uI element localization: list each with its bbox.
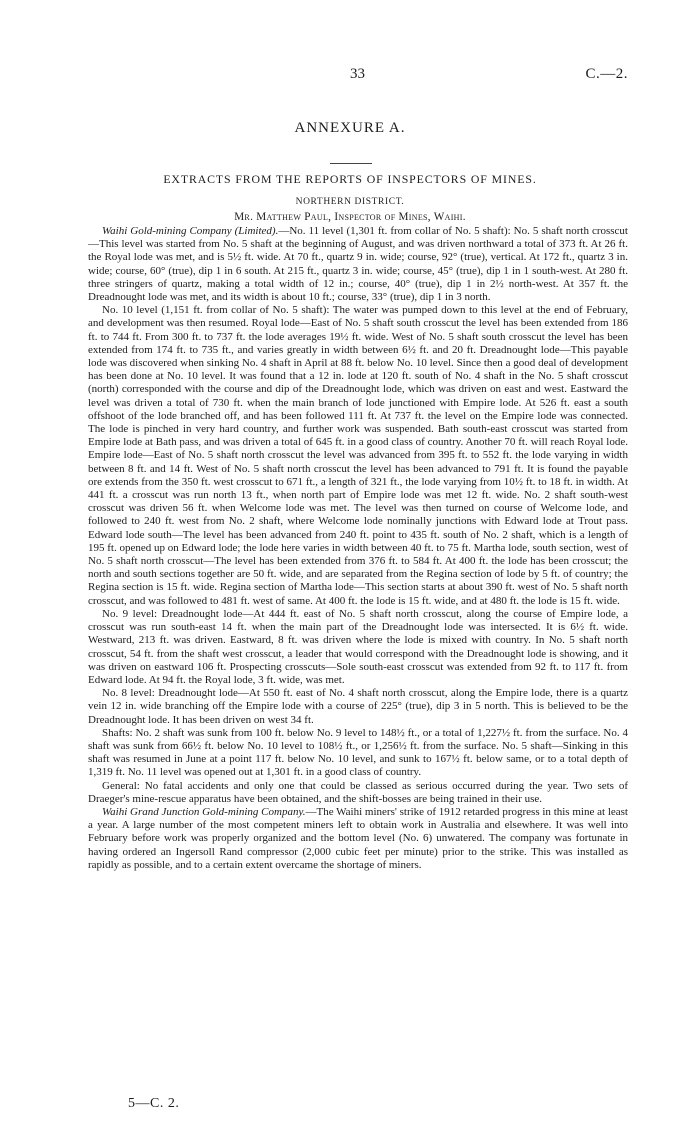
company-name: Waihi Gold-mining Company (Limited). xyxy=(102,225,279,237)
title-divider xyxy=(330,163,372,164)
inspector-byline: Mr. Matthew Paul, Inspector of Mines, Waihi. xyxy=(234,211,466,223)
extracts-heading: EXTRACTS FROM THE REPORTS OF INSPECTORS OF MINES. xyxy=(163,172,537,186)
paragraph-shafts xyxy=(88,727,628,780)
paragraph-text: —No. 11 level (1,301 ft. from collar of No. 5 shaft): No. 5 shaft north crosscut—This level was started from No. 5 shaft at the beginning of August, and was driven northward a total of 373 ft. At 26 ft. the Royal lode was met, and is 5½ ft. wide. At 70 ft., quartz 9 in. wide; course, 92° (true), vertical. At 172 ft., quartz 3 in. wide; course, 60° (true), dip 1 in 6 south. At 215 ft., quartz 3 in. wide; course, 45° (true), dip 1 in 1 south-west. At 280 ft. three stringers of quartz, making a total width of 12 in.; course, 40° (true), dip 1 in 2½ north-west. At 357 ft. the Dreadnought lode was met, and its width is about 10 ft.; course, 33° (true), dip 1 in 3 north. xyxy=(88,225,628,304)
page-header xyxy=(88,66,628,86)
district-heading: NORTHERN DISTRICT. xyxy=(295,197,405,207)
document-reference: C.—2. xyxy=(585,66,628,82)
paragraph-waihi-gold-mining xyxy=(88,225,628,304)
report-body xyxy=(88,225,628,872)
signature-code: 5—C. 2. xyxy=(128,1096,180,1111)
paragraph-no10-level xyxy=(88,304,628,608)
paragraph-text: No. 10 level (1,151 ft. from collar of No. 5 shaft): The water was pumped down to this level at the end of February, and development was then resumed. Royal lode—East of No. 5 shaft south crosscut the level has been extended from 186 ft. to 744 ft. From 300 ft. to 737 ft. the lode averages 19½ ft. wide. West of No. 5 shaft south crosscut the level has been extended from 174 ft. to 735 ft., and varies greatly in width between 6½ ft. and 20 ft. Dreadnought lode—This payable lode was discovered when sinking No. 4 shaft in April at 88 ft. below No. 10 level. Since then a good deal of development has been done at No. 10 level. It was found that a 12 in. lode at 120 ft. south of No. 4 shaft in the No. 5 shaft crosscut (north) corresponded with the course and dip of the Dreadnought lode, which was driven on east and west. Eastward the level was driven a total of 730 ft. when the main branch of lode junctioned with Empire lode. At 526 ft. east a south offshoot of the lode branched off, and has been followed 111 ft. At 737 ft. the level on the Empire lode was connected. The lode is pinched in very hard country, and further work was suspended. Bath south-east crosscut was started from Empire lode at Bath pass, and was driven a total of 645 ft. in a good class of country. Another 70 ft. will reach Royal lode. Empire lode—East of No. 5 shaft north crosscut the level was advanced from 395 ft. to 552 ft. the lode varying in width between 8 ft. and 14 ft. West of No. 5 shaft north crosscut the level has been advanced to 791 ft. It is found the payable ore extends from the 350 ft. west crosscut to 671 ft., a length of 321 ft., the lode varying from 10½ ft. to 18 ft. in width. At 441 ft. a crosscut was run north 13 ft., when north part of Empire lode was met 12 ft. wide. No. 2 shaft south-west crosscut was driven 56 ft. when Welcome lode was met. The level was then turned on course of Welcome lode, and followed to 240 ft. west from No. 2 shaft, where Welcome lode nominally junctions with Edward lode at Trout pass. Edward lode south—The level has been advanced from 240 ft. point to 435 ft. south of No. 2 shaft, which is a length of 195 ft. opened up on Edward lode; the lode here varies in width between 40 ft. to 75 ft. Martha lode, south section, west of No. 5 shaft north crosscut—The level has been extended from 376 ft. to 584 ft. At 400 ft. the lode has been crosscut; the north and south sections together are 50 ft. wide, and are separated from the Regina section of lode by 5 ft. of country; the Regina section is 15 ft. wide. Regina section of Martha lode—This section starts at about 390 ft. west of No. 5 shaft north crosscut, and was followed to 481 ft. west of same. At 400 ft. the lode is 15 ft. wide, and at 480 ft. the lode is 15 ft. wide. xyxy=(88,304,628,607)
paragraph-no9-level xyxy=(88,608,628,687)
annexure-heading: ANNEXURE A. xyxy=(294,120,406,136)
paragraph-text: —The Waihi miners' strike of 1912 retarded progress in this mine at least a year. A large number of the most competent miners left to obtain work in Australia and elsewhere. It was well into February before work was properly organized and the bottom level (No. 6) unwatered. The company was fortunate in having ordered an Ingersoll Rand compressor (2,000 cubic feet per minute) prior to the strike. This was installed as rapidly as possible, and to a certain extent overcame the shortage of miners. xyxy=(88,805,628,871)
page-number: 33 xyxy=(350,66,365,82)
paragraph-text: Shafts: No. 2 shaft was sunk from 100 ft. below No. 9 level to 148½ ft., or a total of 1,227½ ft. from the surface. No. 4 shaft was sunk from 66½ ft. below No. 10 level to 108½ ft., or 1,256½ ft. from the surface. No. 5 shaft—Sinking in this shaft was resumed in June at a point 117 ft. below No. 10 level, and sunk to 167½ ft. below same, or to a total depth of 1,319 ft. No. 11 level was opened out at 1,301 ft. in a good class of country. xyxy=(88,726,628,779)
paragraph-text: General: No fatal accidents and only one that could be classed as serious occurred during the year. Two sets of Draeger's mine-rescue apparatus have been obtained, and the shift-bosses are being trained in their use. xyxy=(88,779,628,805)
paragraph-text: No. 8 level: Dreadnought lode—At 550 ft. east of No. 4 shaft north crosscut, along the Empire lode, there is a quartz vein 12 in. wide branching off the Empire lode with a course of 225° (true), dip 3 in 5 north. This is believed to be the Dreadnought lode. It has been driven on west 34 ft. xyxy=(88,687,628,726)
paragraph-text: No. 9 level: Dreadnought lode—At 444 ft. east of No. 5 shaft north crosscut, along the course of Empire lode, a crosscut was run south-east 14 ft. when the main part of the Dreadnought lode was intersected. It is 6½ ft. wide. Westward, 213 ft. was driven. Eastward, 8 ft. was driven where the lode is mixed with country. In No. 5 shaft north crosscut, 54 ft. from the shaft west crosscut, a leader that would correspond with the Dreadnought lode is showing, and it was driven on eastward 106 ft. Prospecting crosscuts—Sole south-east crosscut was extended from 92 ft. to 117 ft. from Edward lode. At 94 ft. the Royal lode, 3 ft. wide, was met. xyxy=(88,607,628,686)
paragraph-waihi-grand-junction xyxy=(88,806,628,872)
company-name: Waihi Grand Junction Gold-mining Company. xyxy=(102,805,306,818)
paragraph-no8-level xyxy=(88,687,628,727)
paragraph-general xyxy=(88,780,628,806)
